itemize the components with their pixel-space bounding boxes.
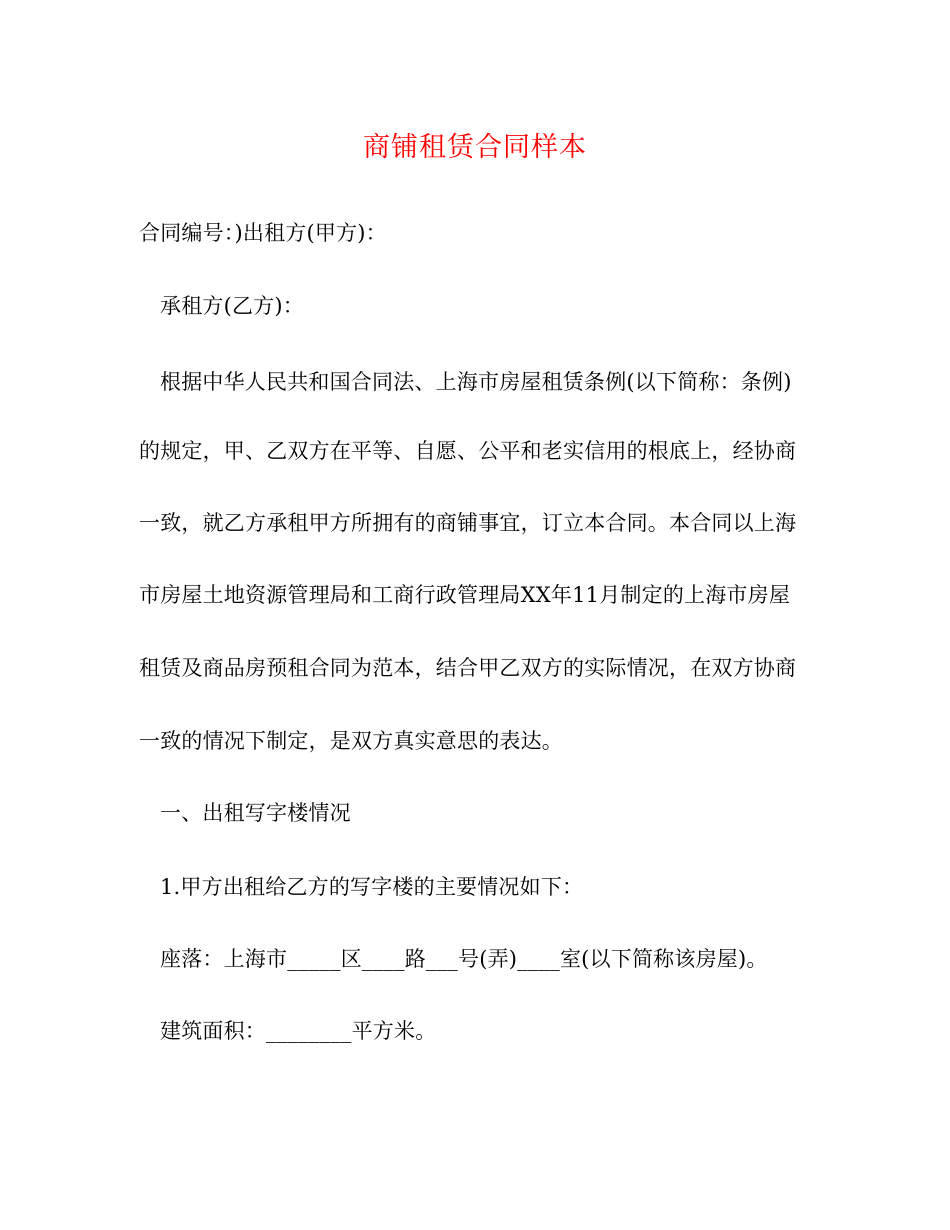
paragraph-line: 一致，就乙方承租甲方所拥有的商铺事宜，订立本合同。本合同以上海 bbox=[139, 511, 797, 535]
paragraph-line: 一致的情况下制定，是双方真实意思的表达。 bbox=[139, 729, 563, 753]
paragraph-line: 市房屋土地资源管理局和工商行政管理局XX年11月制定的上海市房屋 bbox=[139, 583, 791, 607]
contract-number-lessor-line: 合同编号：)出租方(甲方)： bbox=[139, 221, 387, 245]
location-line: 座落：上海市_____区____路___号(弄)____室(以下简称该房屋)。 bbox=[160, 947, 768, 971]
paragraph-line: 根据中华人民共和国合同法、上海市房屋租赁条例(以下简称：条例) bbox=[160, 370, 792, 394]
document-title: 商铺租赁合同样本 bbox=[363, 132, 587, 163]
lessee-line: 承租方(乙方)： bbox=[160, 294, 304, 318]
section-heading: 一、出租写字楼情况 bbox=[160, 801, 351, 825]
clause-line: 1.甲方出租给乙方的写字楼的主要情况如下： bbox=[160, 875, 584, 899]
area-line: 建筑面积：________平方米。 bbox=[160, 1019, 437, 1043]
paragraph-line: 的规定，甲、乙双方在平等、自愿、公平和老实信用的根底上，经协商 bbox=[139, 439, 797, 463]
paragraph-line: 租赁及商品房预租合同为范本，结合甲乙双方的实际情况，在双方协商 bbox=[139, 656, 797, 680]
